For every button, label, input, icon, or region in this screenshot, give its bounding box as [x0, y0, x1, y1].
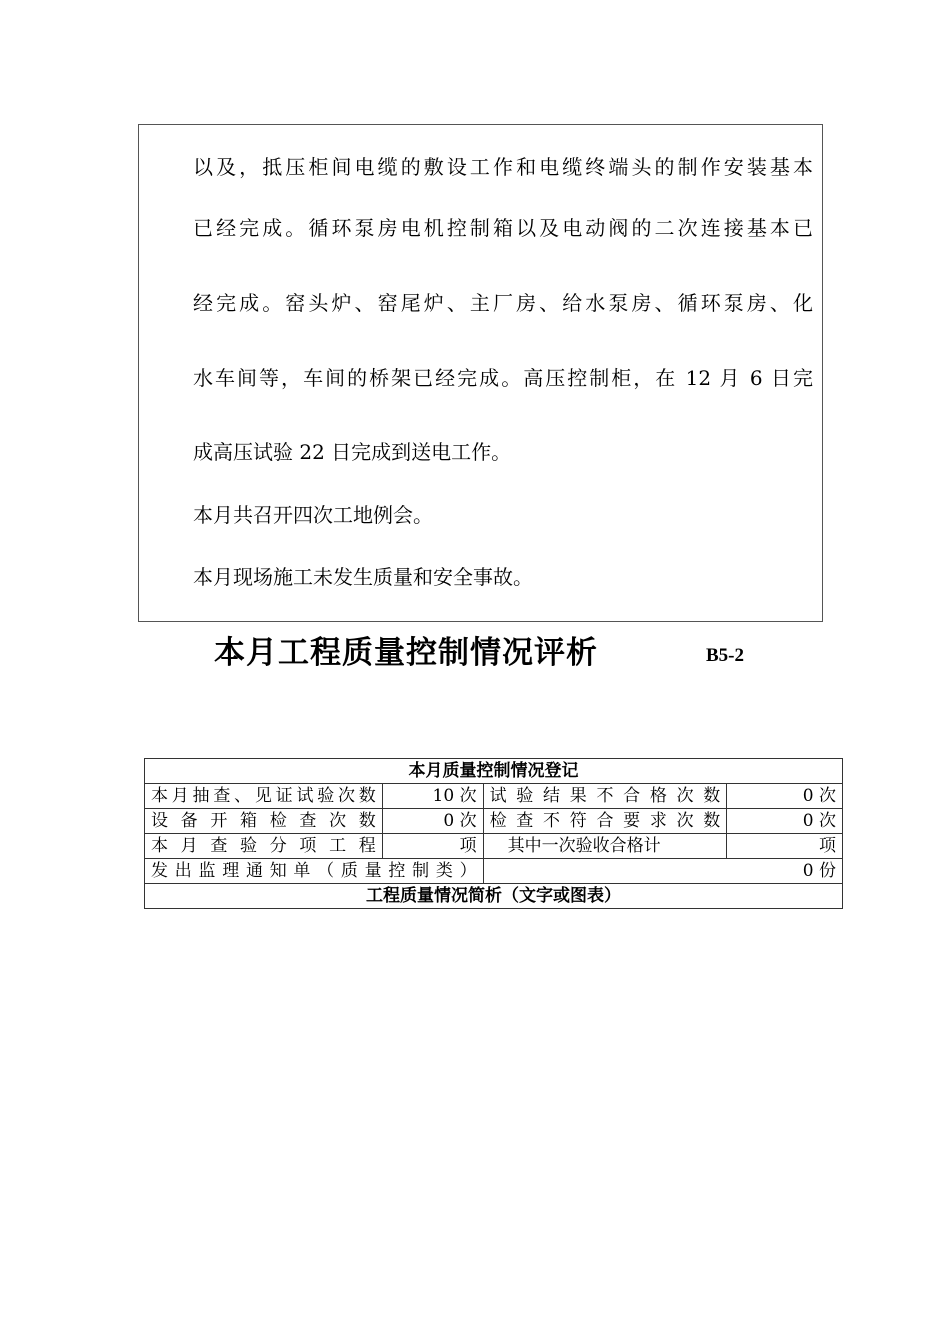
row-value: 0 次 [727, 809, 843, 834]
notice-label: 发出监理通知单（质量控制类） [145, 859, 484, 884]
row-label: 设备开箱检查次数 [145, 809, 383, 834]
analysis-header: 工程质量情况简析（文字或图表） [145, 884, 843, 909]
form-code: B5-2 [706, 645, 744, 666]
table-header-row [145, 759, 843, 784]
quality-registry-table [144, 758, 843, 909]
report-line-4: 水车间等，车间的桥架已经完成。高压控制柜，在 12 月 6 日完 [193, 366, 813, 390]
notice-value: 0 份 [483, 859, 842, 884]
registry-header: 本月质量控制情况登记 [145, 759, 843, 784]
row-value: 项 [727, 834, 843, 859]
report-line-3: 经完成。窑头炉、窑尾炉、主厂房、给水泵房、循环泵房、化 [193, 291, 813, 315]
table-row [145, 859, 843, 884]
report-line-7: 本月现场施工未发生质量和安全事故。 [193, 565, 533, 589]
report-line-6: 本月共召开四次工地例会。 [193, 503, 433, 527]
row-value: 0 次 [727, 784, 843, 809]
section-title: 本月工程质量控制情况评析 [214, 635, 598, 671]
table-row [145, 809, 843, 834]
row-label: 本月抽查、见证试验次数 [145, 784, 383, 809]
table-row [145, 834, 843, 859]
row-label: 本月查验分项工程 [145, 834, 383, 859]
row-label: 试验结果不合格次数 [483, 784, 727, 809]
row-value: 项 [382, 834, 483, 859]
report-line-5: 成高压试验 22 日完成到送电工作。 [193, 440, 512, 464]
report-line-1: 以及，抵压柜间电缆的敷设工作和电缆终端头的制作安装基本 [193, 155, 813, 179]
row-label: 其中一次验收合格计 [483, 834, 727, 859]
table-header-row [145, 884, 843, 909]
row-value: 0 次 [382, 809, 483, 834]
row-label: 检查不符合要求次数 [483, 809, 727, 834]
table-row [145, 784, 843, 809]
row-value: 10 次 [382, 784, 483, 809]
report-line-2: 已经完成。循环泵房电机控制箱以及电动阀的二次连接基本已 [193, 216, 813, 240]
report-text-box [138, 124, 823, 622]
